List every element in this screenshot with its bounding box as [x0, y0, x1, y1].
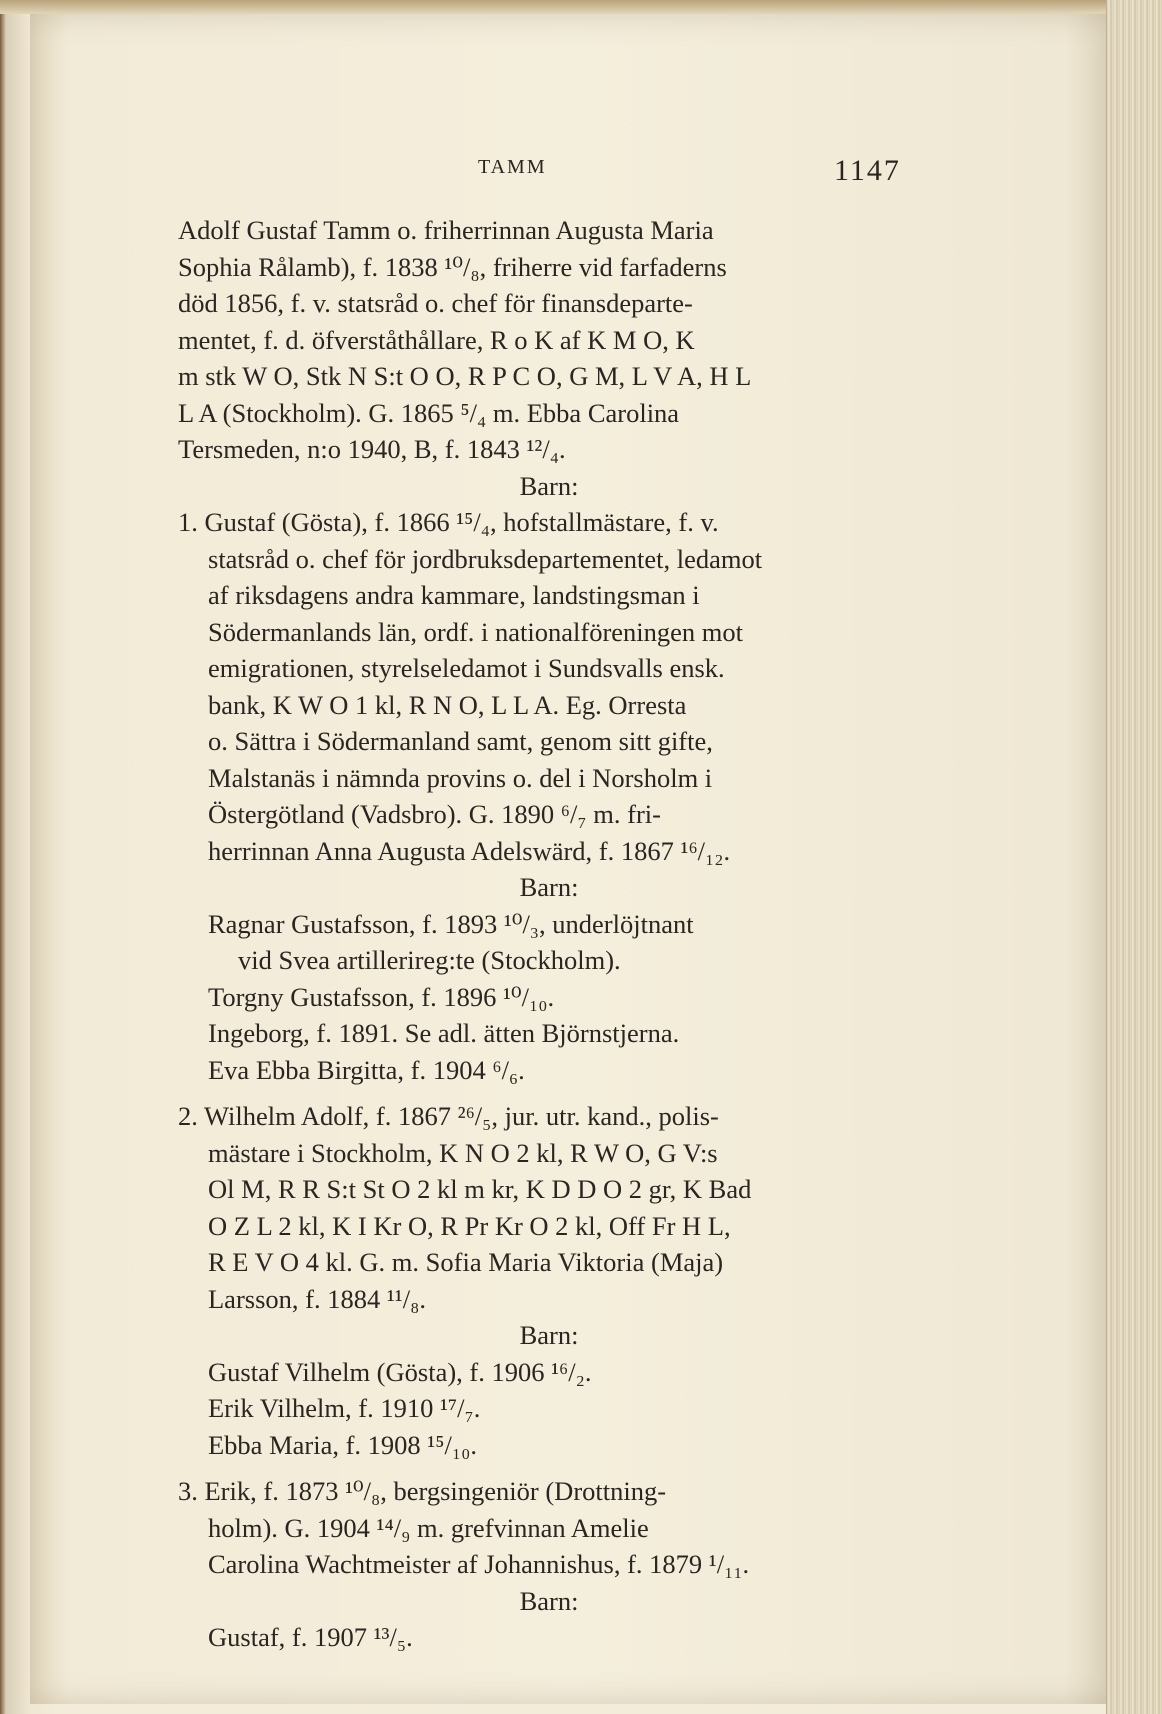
text-line: Östergötland (Vadsbro). G. 1890 ⁶/₇ m. fri- — [208, 799, 661, 829]
text-line: Ingeborg, f. 1891. Se adl. ätten Björnstjerna. — [208, 1018, 680, 1048]
section-heading-barn: Barn: — [519, 1585, 579, 1616]
text-line: Gustaf Vilhelm (Gösta), f. 1906 ¹⁶/₂. — [208, 1356, 592, 1387]
spacer — [178, 1463, 920, 1473]
text-line: Ol M, R R S:t St O 2 kl m kr, K D D O 2 gr, K Bad — [208, 1174, 752, 1204]
spacer — [178, 1088, 920, 1098]
text-line: Sophia Rålamb), f. 1838 ¹⁰/₈, friherre vid farfaderns — [178, 251, 727, 282]
text-line: 2. Wilhelm Adolf, f. 1867 ²⁶/₅, jur. utr. kand., polis- — [178, 1101, 719, 1131]
text-line: L A (Stockholm). G. 1865 ⁵/₄ m. Ebba Carolina — [178, 397, 680, 428]
text-line: Malstanäs i nämnda provins o. del i Norsholm i — [208, 762, 713, 793]
text-line: Ebba Maria, f. 1908 ¹⁵/₁₀. — [208, 1429, 477, 1460]
text-line: Södermanlands län, ordf. i nationalföreningen mot — [208, 616, 744, 647]
genealogy-entry-text — [178, 212, 920, 1656]
text-line: Carolina Wachtmeister af Johannishus, f. 1879 ¹/₁₁. — [208, 1549, 750, 1579]
text-line: mästare i Stockholm, K N O 2 kl, R W O, G V:s — [208, 1137, 718, 1168]
text-line: bank, K W O 1 kl, R N O, L L A. Eg. Orresta — [208, 689, 687, 720]
page-number: 1147 — [834, 154, 901, 187]
text-line: statsråd o. chef för jordbruksdepartementet, ledamot — [208, 543, 763, 574]
text-line: död 1856, f. v. statsråd o. chef för finansdeparte- — [178, 288, 693, 318]
section-heading-barn: Barn: — [519, 1320, 579, 1350]
text-line: Erik Vilhelm, f. 1910 ¹⁷/₇. — [208, 1393, 481, 1423]
page-top-edge — [0, 0, 1162, 14]
page-header — [0, 156, 1162, 196]
text-line: vid Svea artillerireg:te (Stockholm). — [238, 945, 621, 975]
section-heading-barn: Barn: — [519, 470, 579, 501]
text-line: mentet, f. d. öfverståthållare, R o K af K M O, K — [178, 324, 695, 355]
text-line: af riksdagens andra kammare, landstingsman i — [208, 580, 700, 610]
text-line: Adolf Gustaf Tamm o. friherrinnan Augusta Maria — [178, 215, 714, 245]
text-line: Ragnar Gustafsson, f. 1893 ¹⁰/₃, underlöjtnant — [208, 908, 694, 939]
text-line: emigrationen, styrelseledamot i Sundsvalls ensk. — [208, 653, 725, 683]
text-line: Tersmeden, n:o 1940, B, f. 1843 ¹²/₄. — [178, 434, 566, 464]
section-heading-barn: Barn: — [519, 872, 579, 902]
text-line: holm). G. 1904 ¹⁴/₉ m. grefvinnan Amelie — [208, 1512, 649, 1543]
text-line: o. Sättra i Södermanland samt, genom sitt gifte, — [208, 726, 713, 756]
text-line: Larsson, f. 1884 ¹¹/₈. — [208, 1283, 426, 1314]
text-line: m stk W O, Stk N S:t O O, R P C O, G M, L V A, H L — [178, 361, 752, 391]
text-line: Torgny Gustafsson, f. 1896 ¹⁰/₁₀. — [208, 981, 555, 1012]
text-line: Eva Ebba Birgitta, f. 1904 ⁶/₆. — [208, 1054, 525, 1085]
text-line: 3. Erik, f. 1873 ¹⁰/₈, bergsingeniör (Drottning- — [178, 1476, 667, 1506]
page-stack-edge — [1106, 0, 1162, 1714]
running-head: TAMM — [478, 156, 547, 178]
text-line: R E V O 4 kl. G. m. Sofia Maria Viktoria (Maja) — [208, 1247, 724, 1277]
text-line: 1. Gustaf (Gösta), f. 1866 ¹⁵/₄, hofstallmästare, f. v. — [178, 507, 719, 537]
text-line: herrinnan Anna Augusta Adelswärd, f. 1867 ¹⁶/₁₂. — [208, 835, 731, 866]
text-line: O Z L 2 kl, K I Kr O, R Pr Kr O 2 kl, Off Fr H L, — [208, 1210, 731, 1241]
text-line: Gustaf, f. 1907 ¹³/₅. — [208, 1622, 413, 1652]
